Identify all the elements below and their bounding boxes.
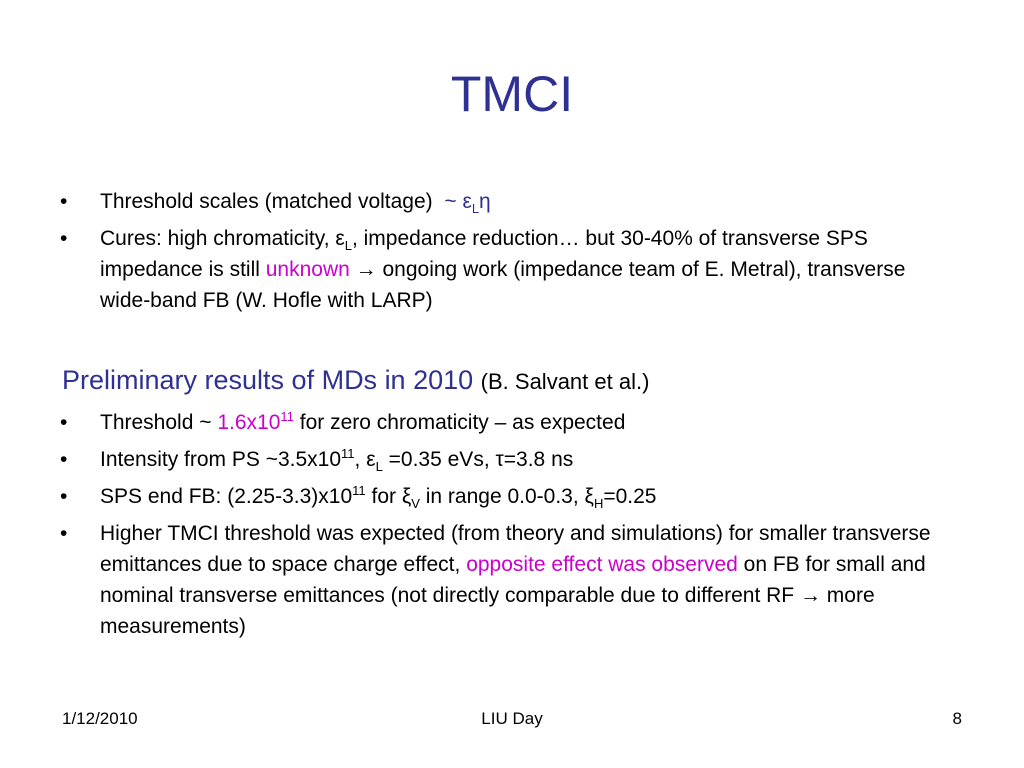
bullet-sps-end-fb (60, 481, 950, 512)
bullet-text: SPS end FB: (2.25-3.3)x10 (100, 485, 353, 508)
bullet-text: Intensity from PS ~3.5x10 (100, 448, 342, 471)
scaling-expression (444, 190, 491, 217)
bullet-list-md-results (60, 407, 950, 648)
bullet-marker: • (60, 227, 68, 250)
subscript-l: L (471, 201, 480, 217)
bullet-text: for zero chromaticity – as expected (299, 411, 626, 434)
bullet-marker: • (60, 411, 68, 434)
bullet-intensity (60, 444, 950, 475)
bullet-text: Threshold scales (matched voltage) (100, 190, 433, 213)
highlight-unknown: unknown (265, 258, 350, 281)
subscript-v: V (411, 496, 420, 512)
bullet-text: =0.35 eVs, τ=3.8 ns (388, 448, 574, 471)
bullet-list-tmci (60, 186, 950, 322)
heading-note: (B. Salvant et al.) (480, 369, 650, 394)
bullet-text: =0.25 (603, 485, 657, 508)
bullet-marker: • (60, 448, 68, 471)
subscript-l: L (375, 459, 383, 475)
eta-symbol: η (479, 190, 491, 213)
subscript-h: H (593, 496, 604, 512)
bullet-higher-threshold (60, 518, 950, 642)
bullet-cures (60, 223, 950, 316)
bullet-text: in range 0.0-0.3, ξ (425, 485, 594, 508)
slide-title: TMCI (450, 66, 574, 122)
tilde-epsilon: ~ ε (444, 190, 472, 213)
bullet-text: Higher TMCI threshold was expected (from theory and simulations) for smaller transverse emittances due to space charge effect, (100, 522, 931, 576)
bullet-text: , impedance reduction… but 30-40% of transverse SPS impedance is still (100, 227, 868, 281)
threshold-value (217, 411, 294, 434)
superscript-exponent: 11 (352, 483, 366, 498)
highlight-opposite-effect: opposite effect was observed (466, 553, 738, 576)
bullet-text: , ε (354, 448, 376, 471)
page-number: 8 (952, 709, 962, 728)
bullet-text: Threshold ~ (100, 411, 212, 434)
heading-text: Preliminary results of MDs in 2010 (62, 365, 474, 395)
subscript-l: L (344, 238, 352, 254)
superscript-exponent: 11 (280, 409, 294, 424)
bullet-text: for ξ (371, 485, 412, 508)
bullet-marker: • (60, 190, 68, 213)
superscript-exponent: 11 (341, 446, 355, 461)
footer-date: 1/12/2010 (62, 709, 138, 728)
bullet-text: → ongoing work (impedance team of E. Metral), transverse wide-band FB (W. Hofle with LARP) (100, 258, 906, 312)
bullet-threshold-scales (60, 186, 950, 217)
bullet-marker: • (60, 522, 68, 545)
bullet-threshold (60, 407, 950, 438)
value-text: 1.6x10 (217, 411, 281, 434)
section-heading (62, 362, 649, 400)
bullet-marker: • (60, 485, 68, 508)
footer-title: LIU Day (481, 709, 543, 728)
bullet-text: Cures: high chromaticity, ε (100, 227, 345, 250)
bullet-text: on FB for small and nominal transverse emittances (not directly comparable due to different RF → more measurements) (100, 553, 926, 638)
